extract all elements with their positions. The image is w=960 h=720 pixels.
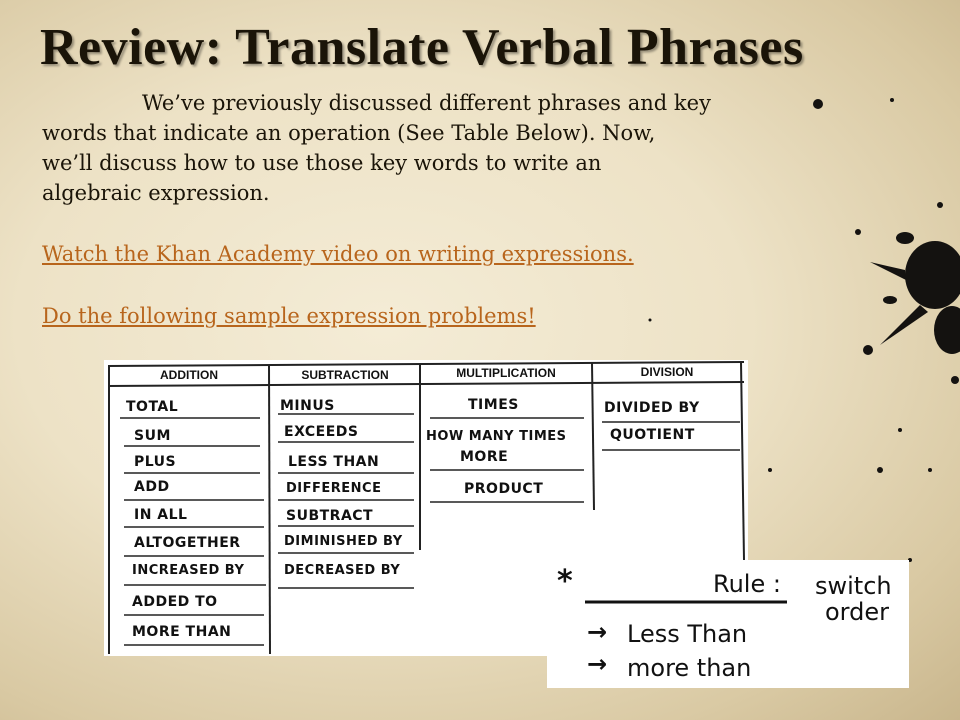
addition-word: TOTAL: [126, 399, 179, 415]
multiplication-word: MORE: [460, 449, 509, 465]
header-division: DIVISION: [640, 365, 694, 379]
multiplication-word: PRODUCT: [464, 481, 544, 497]
paragraph-line-4: algebraic expression.: [42, 181, 270, 205]
khan-academy-video-link[interactable]: Watch the Khan Academy video on writing expressions.: [42, 242, 634, 266]
rule-order-text: order: [825, 598, 889, 626]
subtraction-word: LESS THAN: [288, 454, 380, 470]
subtraction-word: DIMINISHED BY: [284, 534, 403, 549]
intro-paragraph: [42, 88, 802, 208]
rule-switch-text: switch: [815, 572, 892, 600]
addition-word: MORE THAN: [132, 624, 232, 640]
slide-title: Review: Translate Verbal Phrases: [40, 19, 804, 76]
header-multiplication: MULTIPLICATION: [456, 366, 556, 380]
rule-item-more-than: more than: [627, 654, 752, 682]
multiplication-word: TIMES: [468, 397, 519, 413]
header-addition: ADDITION: [160, 368, 218, 382]
paragraph-line-1: We’ve previously discussed different phrases and key: [142, 91, 711, 115]
addition-word: ADDED TO: [132, 594, 218, 610]
addition-word: INCREASED BY: [132, 563, 245, 578]
paragraph-line-2: words that indicate an operation (See Table Below). Now,: [42, 121, 656, 145]
addition-word: IN ALL: [134, 507, 188, 523]
subtraction-word: EXCEEDS: [284, 424, 359, 440]
sample-problems-link[interactable]: Do the following sample expression problems!: [42, 304, 536, 328]
rule-note-image: [547, 560, 909, 688]
addition-word: ADD: [134, 479, 170, 495]
subtraction-word: DECREASED BY: [284, 563, 401, 578]
subtraction-word: DIFFERENCE: [286, 481, 382, 496]
division-word: QUOTIENT: [610, 427, 695, 443]
header-subtraction: SUBTRACTION: [301, 368, 389, 382]
multiplication-word: HOW MANY TIMES: [426, 429, 567, 444]
division-word: DIVIDED BY: [604, 400, 700, 416]
star-mark: *: [557, 564, 573, 599]
rule-item-less-than: Less Than: [627, 620, 748, 648]
rule-label: Rule :: [713, 570, 781, 598]
subtraction-word: MINUS: [280, 398, 335, 414]
subtraction-word: SUBTRACT: [286, 508, 374, 524]
paragraph-line-3: we’ll discuss how to use those key words to write an: [42, 151, 602, 175]
addition-word: SUM: [134, 428, 171, 444]
addition-word: ALTOGETHER: [134, 535, 241, 551]
addition-word: PLUS: [134, 454, 177, 470]
arrow-icon: →: [587, 650, 608, 678]
arrow-icon: →: [587, 618, 608, 646]
